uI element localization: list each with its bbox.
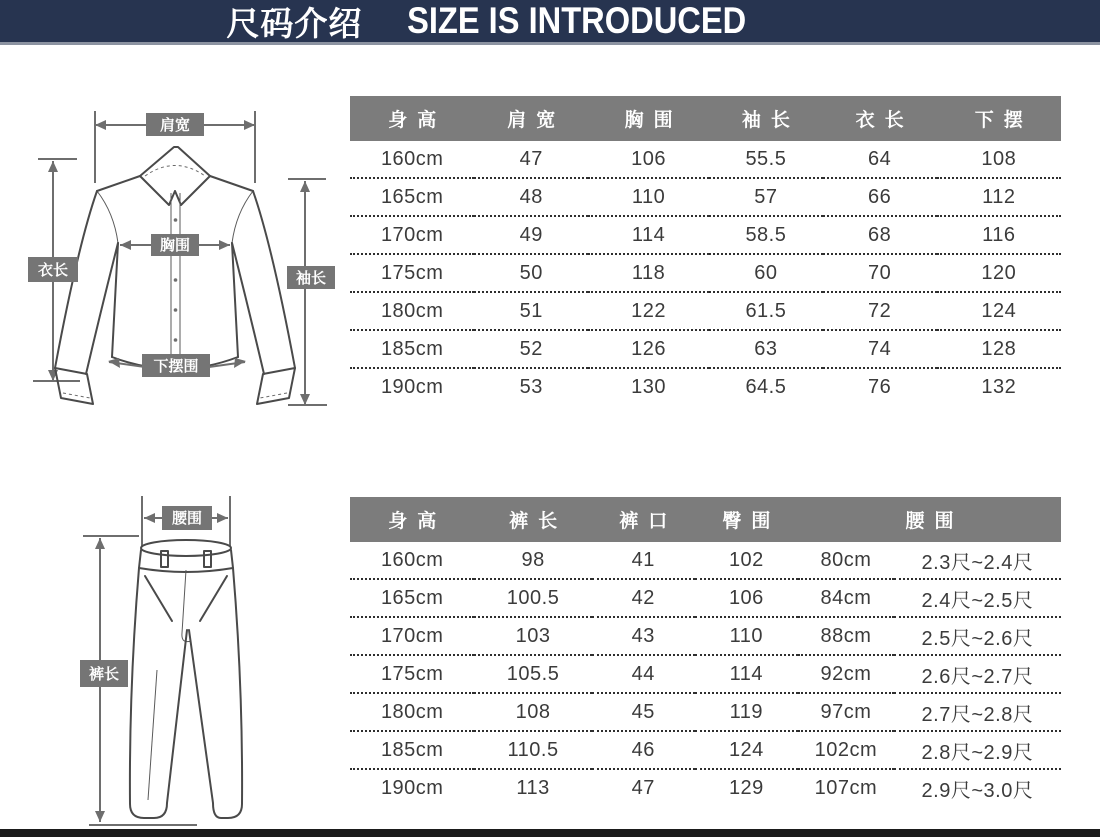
shirt-illustration [5,75,350,445]
table-cell: 180cm [350,292,474,330]
table-cell: 100.5 [474,579,591,617]
table-row [350,579,1061,617]
table-cell: 61.5 [709,292,823,330]
table-cell: 110 [695,617,798,655]
table-cell: 107cm [814,776,878,799]
chest-label [151,234,199,256]
column-header-leg-opening: 裤口 [592,497,695,542]
table-cell: 84cm [798,579,894,617]
table-cell: 42 [592,579,695,617]
column-header-length: 衣长 [823,96,937,141]
column-header-height: 身高 [350,96,474,141]
waist-label [162,506,212,530]
table-cell: 64 [823,141,937,178]
table-cell: 70 [823,254,937,292]
table-cell: 63 [709,330,823,368]
table-cell: 175cm [350,254,474,292]
table-cell: 114 [588,216,709,254]
shirt-table-header-row [350,96,1061,141]
table-cell: 190cm [380,375,444,398]
table-cell: 130 [631,375,667,398]
svg-text:袖长: 袖长 [295,270,327,287]
table-cell: 66 [823,178,937,216]
banner [0,0,1100,45]
column-header-hip: 臀围 [695,497,798,542]
column-header-chest: 胸围 [588,96,709,141]
table-cell: 48 [474,178,588,216]
table-cell: 170cm [350,216,474,254]
table-cell: 160cm [350,542,474,579]
table-cell: 68 [823,216,937,254]
table-cell: 88cm [798,617,894,655]
table-cell: 72 [823,292,937,330]
table-cell: 103 [474,617,591,655]
pants-diagram [25,488,325,833]
table-row [350,693,1061,731]
column-header-hem: 下摆 [937,96,1061,141]
table-cell: 60 [709,254,823,292]
table-cell: 2.5尺~2.6尺 [894,617,1061,655]
table-cell: 126 [588,330,709,368]
pants-length-label [80,660,128,687]
table-cell: 190cm [380,776,444,799]
table-cell: 116 [937,216,1061,254]
table-cell: 124 [695,731,798,769]
svg-text:腰围: 腰围 [171,510,203,527]
table-cell: 128 [937,330,1061,368]
table-cell: 2.7尺~2.8尺 [894,693,1061,731]
table-cell: 2.8尺~2.9尺 [894,731,1061,769]
table-cell: 120 [937,254,1061,292]
table-row [350,216,1061,254]
svg-text:肩宽: 肩宽 [159,117,191,134]
column-header-shoulder: 肩宽 [474,96,588,141]
table-row [350,368,1061,405]
hem-label [142,354,210,377]
pants-table-header-row [350,497,1061,542]
table-cell: 165cm [350,579,474,617]
table-row [350,655,1061,693]
pants-outline [130,540,242,818]
table-cell: 2.9尺~3.0尺 [921,779,1034,802]
table-cell: 105.5 [474,655,591,693]
table-cell: 57 [709,178,823,216]
table-row [350,178,1061,216]
table-cell: 49 [474,216,588,254]
table-cell: 113 [516,776,550,799]
table-cell: 132 [981,375,1017,398]
bottom-bar [0,829,1100,837]
table-cell: 110 [588,178,709,216]
table-cell: 112 [937,178,1061,216]
table-cell: 41 [592,542,695,579]
table-cell: 129 [728,776,764,799]
table-cell: 45 [592,693,695,731]
table-cell: 108 [937,141,1061,178]
svg-text:衣长: 衣长 [37,262,69,279]
table-cell: 106 [588,141,709,178]
table-cell: 92cm [798,655,894,693]
table-cell: 110.5 [474,731,591,769]
table-row [350,330,1061,368]
table-cell: 64.5 [745,375,787,398]
shoulder-width-label [146,113,204,136]
table-cell: 2.4尺~2.5尺 [894,579,1061,617]
shirt-diagram [5,75,350,445]
table-cell: 2.6尺~2.7尺 [894,655,1061,693]
table-cell: 119 [695,693,798,731]
column-header-waist: 腰围 [798,497,1061,542]
table-row [350,141,1061,178]
table-row [350,731,1061,769]
table-cell: 43 [592,617,695,655]
table-row [350,617,1061,655]
table-cell: 170cm [350,617,474,655]
table-cell: 102cm [798,731,894,769]
table-cell: 55.5 [709,141,823,178]
svg-text:下摆围: 下摆围 [153,358,199,375]
table-cell: 50 [474,254,588,292]
table-cell: 160cm [350,141,474,178]
column-header-pants-length: 裤长 [474,497,591,542]
table-cell: 97cm [798,693,894,731]
table-cell: 47 [631,776,655,799]
table-row [350,292,1061,330]
table-cell: 47 [474,141,588,178]
pants-illustration [25,488,325,833]
shirt-size-table [350,96,1061,405]
table-cell: 124 [937,292,1061,330]
table-cell: 44 [592,655,695,693]
table-cell: 114 [695,655,798,693]
table-cell: 106 [695,579,798,617]
table-cell: 53 [519,375,543,398]
table-cell: 122 [588,292,709,330]
table-row [350,769,1061,806]
column-header-sleeve: 袖长 [709,96,823,141]
table-cell: 118 [588,254,709,292]
svg-text:裤长: 裤长 [88,666,120,683]
table-cell: 46 [592,731,695,769]
sleeve-length-label [287,266,335,289]
table-row [350,542,1061,579]
svg-text:胸围: 胸围 [159,237,191,254]
table-cell: 175cm [350,655,474,693]
table-cell: 102 [695,542,798,579]
table-cell: 76 [868,375,892,398]
table-cell: 52 [474,330,588,368]
table-cell: 180cm [350,693,474,731]
column-header-height: 身高 [350,497,474,542]
pants-size-table [350,497,1061,806]
table-cell: 58.5 [709,216,823,254]
banner-title-en: SIZE IS INTRODUCED [407,0,747,41]
table-row [350,254,1061,292]
table-cell: 51 [474,292,588,330]
table-cell: 98 [474,542,591,579]
table-cell: 185cm [350,731,474,769]
table-cell: 2.3尺~2.4尺 [894,542,1061,579]
body-length-label [28,257,78,282]
banner-title-zh: 尺码介绍 [226,4,363,42]
table-cell: 80cm [798,542,894,579]
table-cell: 74 [823,330,937,368]
table-cell: 185cm [350,330,474,368]
table-cell: 108 [474,693,591,731]
table-cell: 165cm [350,178,474,216]
